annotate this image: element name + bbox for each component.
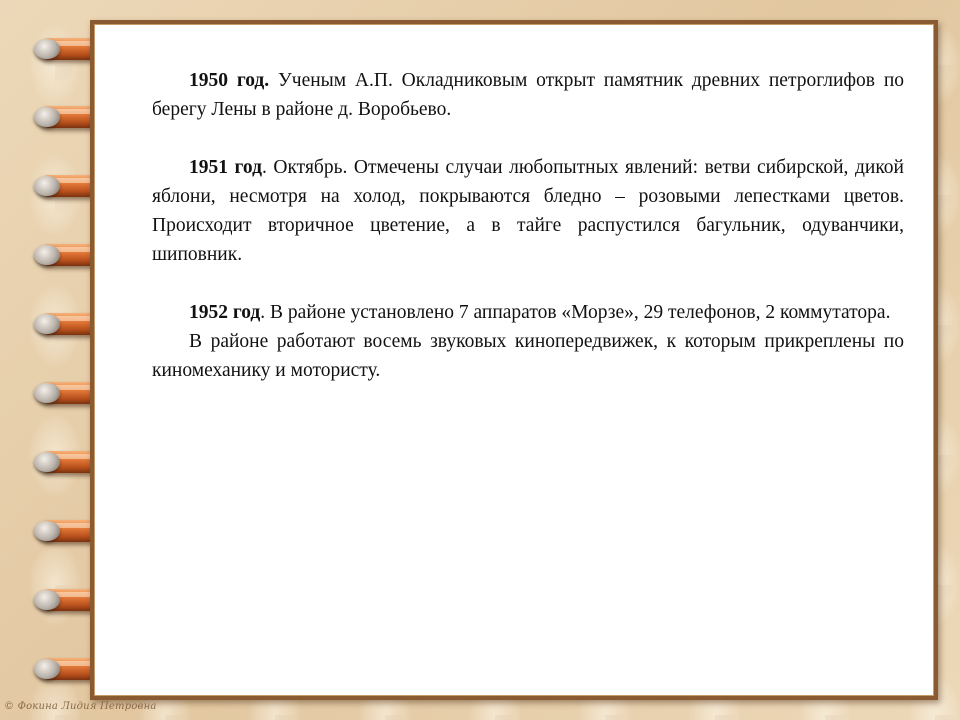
author-watermark: © Фокина Лидия Петровна: [4, 701, 157, 712]
paragraph-text: . Октябрь. Отмечены случаи любопытных явлений: ветви сибирской, дикой яблони, несмотря на холод, покрываются бледно – розовыми лепестками цветов. Происходит вторичное цветение, а в тайге распустился багульник, одуванчики, шиповник.: [152, 157, 904, 265]
paragraph-text: В районе работают восемь звуковых кинопередвижек, к которым прикреплены по киномеханику и мотористу.: [152, 331, 904, 381]
paragraph-text: . В районе установлено 7 аппаратов «Морзе», 29 телефонов, 2 коммутатора.: [260, 302, 891, 323]
paragraph-text: Ученым А.П. Окладниковым открыт памятник древних петроглифов по берегу Лены в районе д. Воробьево.: [152, 70, 904, 120]
paragraph-cinema: [152, 327, 904, 385]
paragraph-1950: [152, 66, 904, 124]
year-1950: 1950 год.: [189, 70, 270, 91]
paragraph-1952: [152, 298, 904, 327]
page-content: [152, 66, 904, 385]
year-1951: 1951 год: [189, 157, 262, 178]
paragraph-1951: [152, 153, 904, 269]
year-1952: 1952 год: [189, 302, 261, 323]
notebook-page: [90, 20, 938, 700]
